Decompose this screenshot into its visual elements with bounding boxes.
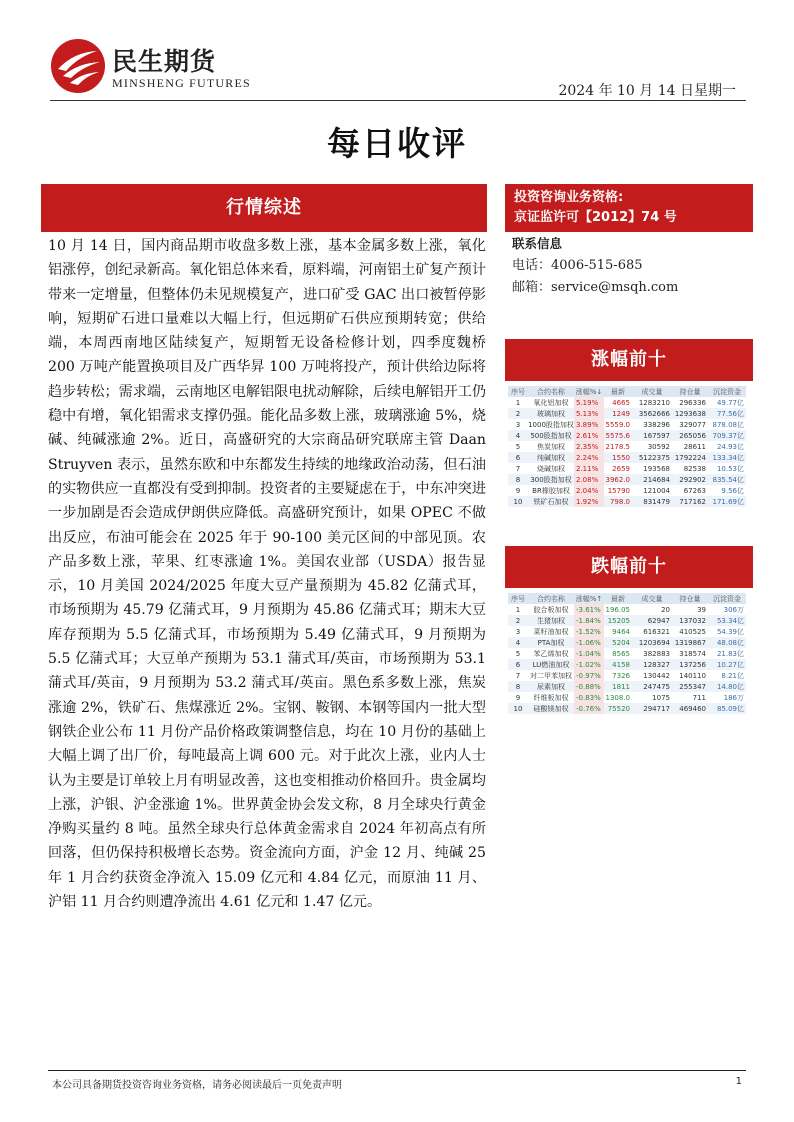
qualification-box — [505, 184, 753, 232]
cell-contract-name: 烧碱加权 — [537, 464, 565, 473]
cell-last-price: 1249 — [604, 408, 632, 419]
minsheng-logo-icon — [50, 38, 106, 94]
cell-change-pct: 5.19% — [574, 397, 604, 408]
top-gainers-table — [508, 386, 746, 507]
cell-volume: 1075 — [652, 693, 670, 702]
cell-volume: 247475 — [632, 681, 672, 692]
cell-contract-name: BR橡胶加权 — [532, 486, 570, 495]
cell-rank: 4 — [508, 430, 528, 441]
cell-volume: 193568 — [643, 464, 670, 473]
cell-volume: 130442 — [643, 671, 670, 680]
cell-settled-capital: 49.77亿 — [716, 398, 744, 407]
brand-name-en: MINSHENG FUTURES — [112, 76, 251, 90]
cell-rank: 1 — [515, 398, 521, 407]
cell-settled-capital: 306万 — [723, 605, 744, 614]
column-header-rank: 序号 — [508, 593, 528, 604]
cell-rank: 8 — [508, 474, 528, 485]
cell-change-pct: -3.61% — [574, 604, 604, 615]
cell-open-interest: 140110 — [679, 671, 706, 680]
cell-last-price: 4665 — [612, 398, 630, 407]
cell-settled-capital: 21.83亿 — [716, 649, 744, 658]
contact-email — [512, 277, 752, 299]
cell-contract-name: PTA加权 — [528, 637, 574, 648]
column-header-contract-name: 合约名称 — [528, 386, 574, 397]
column-header-settled-capital: 沉淀资金 — [708, 386, 746, 397]
cell-volume: 20 — [661, 605, 670, 614]
table-header-row — [508, 386, 746, 397]
cell-settled-capital: 14.80亿 — [708, 681, 746, 692]
cell-rank: 9 — [515, 693, 521, 702]
qualification-line-2: 京证监许可【2012】74 号 — [514, 210, 677, 225]
cell-last-price: 9464 — [612, 627, 630, 636]
cell-change-pct: 2.04% — [574, 485, 604, 496]
table-row — [508, 604, 746, 615]
table-row — [508, 452, 746, 463]
cell-last-price: 4158 — [604, 659, 632, 670]
phone-value: 4006-515-685 — [551, 258, 643, 273]
cell-last-price: 2178.5 — [605, 442, 630, 451]
cell-open-interest: 329077 — [679, 420, 706, 429]
table-row — [508, 397, 746, 408]
cell-contract-name: 菜籽油加权 — [533, 627, 569, 636]
cell-contract-name: 纯碱加权 — [528, 452, 574, 463]
cell-settled-capital: 8.21亿 — [721, 671, 744, 680]
brand-logo — [50, 38, 251, 94]
cell-volume: 3562666 — [632, 408, 672, 419]
cell-last-price: 196.05 — [605, 605, 630, 614]
cell-settled-capital: 53.34亿 — [708, 615, 746, 626]
footer-disclaimer: 本公司具备期货投资咨询业务资格，请务必阅读最后一页免责声明 — [52, 1080, 342, 1091]
column-header-settled-capital: 沉淀资金 — [708, 593, 746, 604]
cell-contract-name: 尿素加权 — [528, 681, 574, 692]
cell-last-price: 5204 — [604, 637, 632, 648]
cell-contract-name: 氧化铝加权 — [533, 398, 569, 407]
cell-contract-name: 胶合板加权 — [533, 605, 569, 614]
cell-change-pct: -0.83% — [574, 692, 604, 703]
contact-phone — [512, 255, 752, 277]
cell-settled-capital: 10.53亿 — [716, 464, 744, 473]
qualification-line-1: 投资咨询业务资格: — [514, 190, 624, 205]
cell-change-pct: 5.13% — [574, 408, 604, 419]
cell-volume: 1283210 — [638, 398, 670, 407]
cell-last-price: 3962.0 — [605, 475, 630, 484]
cell-rank: 2 — [508, 615, 528, 626]
top-losers-table — [508, 593, 746, 714]
cell-open-interest: 296336 — [679, 398, 706, 407]
table-row — [508, 681, 746, 692]
cell-rank: 5 — [515, 442, 521, 451]
cell-open-interest: 1319867 — [672, 637, 708, 648]
table-row — [508, 637, 746, 648]
cell-contract-name: 铁矿石加权 — [528, 496, 574, 507]
cell-last-price: 798.0 — [604, 496, 632, 507]
cell-rank: 3 — [515, 420, 521, 429]
cell-rank: 6 — [508, 659, 528, 670]
cell-open-interest: 318574 — [679, 649, 706, 658]
cell-change-pct: -0.97% — [574, 670, 604, 681]
cell-settled-capital: 9.56亿 — [721, 486, 744, 495]
column-header-volume: 成交量 — [632, 593, 672, 604]
cell-settled-capital: 24.93亿 — [716, 442, 744, 451]
table-row — [508, 408, 746, 419]
cell-contract-name: 1000股指加权 — [528, 420, 574, 429]
table-row — [508, 615, 746, 626]
column-header-rank: 序号 — [508, 386, 528, 397]
cell-open-interest: 1293638 — [672, 408, 708, 419]
cell-settled-capital: 133.34亿 — [708, 452, 746, 463]
cell-change-pct: 2.08% — [574, 474, 604, 485]
cell-open-interest: 717162 — [672, 496, 708, 507]
cell-settled-capital: 709.37亿 — [708, 430, 746, 441]
cell-change-pct: -0.76% — [574, 703, 604, 714]
column-header-last-price: 最新 — [604, 386, 632, 397]
cell-rank: 8 — [508, 681, 528, 692]
cell-open-interest: 137032 — [672, 615, 708, 626]
cell-contract-name: 300股指加权 — [528, 474, 574, 485]
cell-settled-capital: 835.54亿 — [708, 474, 746, 485]
column-header-volume: 成交量 — [632, 386, 672, 397]
brand-name-cn: 民生期货 — [112, 47, 217, 76]
report-date: 2024 年 10 月 14 日星期一 — [558, 83, 736, 99]
cell-open-interest: 469460 — [672, 703, 708, 714]
cell-last-price: 5575.6 — [605, 431, 630, 440]
page-title: 每日收评 — [327, 124, 467, 163]
footer-divider — [48, 1070, 746, 1071]
cell-volume: 214684 — [632, 474, 672, 485]
cell-volume: 831479 — [632, 496, 672, 507]
contact-info — [512, 233, 752, 299]
cell-rank: 3 — [515, 627, 521, 636]
table-row — [508, 626, 746, 637]
cell-contract-name: 焦炭加权 — [537, 442, 565, 451]
email-value[interactable]: service@msqh.com — [551, 280, 679, 295]
cell-last-price: 2659 — [612, 464, 630, 473]
cell-contract-name: 纤维板加权 — [533, 693, 569, 702]
cell-volume: 5122375 — [632, 452, 672, 463]
cell-settled-capital: 77.56亿 — [708, 408, 746, 419]
table-header-row — [508, 593, 746, 604]
cell-last-price: 5559.0 — [605, 420, 630, 429]
table-row — [508, 496, 746, 507]
cell-change-pct: 2.24% — [574, 452, 604, 463]
column-header-last-price: 最新 — [604, 593, 632, 604]
cell-settled-capital: 878.08亿 — [712, 420, 744, 429]
cell-change-pct: -1.04% — [574, 648, 604, 659]
cell-volume: 382883 — [643, 649, 670, 658]
phone-label: 电话： — [512, 258, 552, 273]
table-row — [508, 441, 746, 452]
cell-rank: 6 — [508, 452, 528, 463]
cell-last-price: 75520 — [604, 703, 632, 714]
table-row — [508, 485, 746, 496]
cell-last-price: 1308.0 — [605, 693, 630, 702]
cell-change-pct: 2.35% — [574, 441, 604, 452]
top-losers-heading: 跌幅前十 — [505, 546, 753, 588]
table-row — [508, 659, 746, 670]
cell-change-pct: 2.11% — [574, 463, 604, 474]
cell-volume: 128327 — [632, 659, 672, 670]
cell-open-interest: 28611 — [683, 442, 706, 451]
cell-rank: 10 — [508, 703, 528, 714]
column-header-change-pct: 涨幅%↑ — [575, 594, 603, 603]
column-header-open-interest: 持仓量 — [672, 386, 708, 397]
cell-contract-name: 500股指加权 — [528, 430, 574, 441]
cell-last-price: 15205 — [604, 615, 632, 626]
cell-settled-capital: 10.27亿 — [708, 659, 746, 670]
cell-rank: 10 — [508, 496, 528, 507]
cell-rank: 2 — [508, 408, 528, 419]
cell-change-pct: -1.52% — [574, 626, 604, 637]
cell-rank: 7 — [515, 671, 521, 680]
page-number: 1 — [735, 1076, 742, 1087]
table-row — [508, 703, 746, 714]
table-row — [508, 670, 746, 681]
column-header-contract-name: 合约名称 — [528, 593, 574, 604]
cell-volume: 294717 — [632, 703, 672, 714]
top-gainers-heading: 涨幅前十 — [505, 339, 753, 381]
cell-volume: 121004 — [643, 486, 670, 495]
table-row — [508, 430, 746, 441]
cell-settled-capital: 54.39亿 — [716, 627, 744, 636]
cell-contract-name: LU燃油加权 — [528, 659, 574, 670]
email-label: 邮箱： — [512, 280, 552, 295]
cell-rank: 4 — [508, 637, 528, 648]
cell-open-interest: 265056 — [672, 430, 708, 441]
table-row — [508, 474, 746, 485]
cell-settled-capital: 171.69亿 — [708, 496, 746, 507]
cell-open-interest: 292902 — [672, 474, 708, 485]
table-row — [508, 692, 746, 703]
cell-settled-capital: 186万 — [723, 693, 744, 702]
cell-open-interest: 82538 — [683, 464, 706, 473]
cell-contract-name: 玻璃加权 — [528, 408, 574, 419]
cell-open-interest: 255347 — [672, 681, 708, 692]
cell-change-pct: 3.89% — [574, 419, 604, 430]
cell-contract-name: 硅酸镁加权 — [528, 703, 574, 714]
cell-settled-capital: 48.08亿 — [708, 637, 746, 648]
cell-contract-name: 对二甲苯加权 — [530, 671, 572, 680]
table-row — [508, 648, 746, 659]
market-summary-text: 10 月 14 日，国内商品期市收盘多数上涨，基本金属多数上涨，氧化铝涨停，创纪录新高。氧化铝总体来看，原料端，河南铝土矿复产预计带来一定增量，但整体仍未见规模复产，进口矿受 GAC 出口被暂停影响，短期矿石进口量难以大幅上行，但远期矿石供应预期转宽；供给端，本周西南地区陆续复产，短期暂无设备检修计划，四季度魏桥 200 万吨产能置换项目及广西华昇 100 万吨将投产，预计供给边际将趋步转松；需求端，云南地区电解铝限电扰动解除，后续电解铝开工仍稳中有增，氧化铝需求支撑仍强。能化品多数上涨，玻璃涨逾 5%，烧碱、纯碱涨逾 2%。近日，高盛研究的大宗商品研究联席主管 Daan Struyven 表示，虽然东欧和中东都发生持续的地缘政治动荡，但石油的实物供应一直都没有受到抑制。投资者的主要疑虑在于，中东冲突进一步加剧是否会造成伊朗供应降低。高盛研究预计，如果 OPEC 不做出反应，布油可能会在 2025 年于 90-100 美元区间的中部见顶。农产品多数上涨，苹果、红枣涨逾 1%。美国农业部（USDA）报告显示，10 月美国 2024/2025 年度大豆产量预期为 45.82 亿蒲式耳，市场预期为 45.79 亿蒲式耳，9 月预期为 45.86 亿蒲式耳；期末大豆库存预期为 5.5 亿蒲式耳，市场预期为 5.49 亿蒲式耳，9 月预期为 5.5 亿蒲式耳；大豆单产预期为 53.1 蒲式耳/英亩，市场预期为 53.1 蒲式耳/英亩，9 月预期为 53.2 蒲式耳/英亩。黑色系多数上涨，焦炭涨逾 2%，铁矿石、焦煤涨近 2%。宝钢、鞍钢、本钢等国内一批大型钢铁企业公布 11 月份产品价格政策调整信息，均在 10 月份的基础上大幅上调了出厂价，每吨最高上调 600 元。对于此次上涨，业内人士认为主要是订单较上月有明显改善，这也变相推动价格回升。贵金属均上涨，沪银、沪金涨逾 1%。世界黄金协会发文称，8 月全球央行黄金净购买量约 8 吨。虽然全球央行总体黄金需求自 2024 年初高点有所回落，但仍保持积极增长态势。资金流向方面，沪金 12 月、纯碱 25 年 1 月合约获资金净流入 15.09 亿元和 4.84 亿元，而原油 11 月、沪铝 11 月合约则遭净流出 4.61 亿元和 1.47 亿元。 — [48, 238, 486, 911]
cell-open-interest: 39 — [697, 605, 706, 614]
table-row — [508, 463, 746, 474]
column-header-open-interest: 持仓量 — [672, 593, 708, 604]
cell-volume: 62947 — [632, 615, 672, 626]
cell-contract-name: 苯乙烯加权 — [533, 649, 569, 658]
cell-open-interest: 137256 — [672, 659, 708, 670]
cell-change-pct: -1.84% — [574, 615, 604, 626]
cell-volume: 338296 — [643, 420, 670, 429]
cell-rank: 9 — [515, 486, 521, 495]
cell-rank: 5 — [515, 649, 521, 658]
cell-open-interest: 67263 — [683, 486, 706, 495]
cell-volume: 1203694 — [632, 637, 672, 648]
cell-last-price: 7326 — [612, 671, 630, 680]
table-row — [508, 419, 746, 430]
cell-settled-capital: 85.09亿 — [708, 703, 746, 714]
cell-open-interest: 711 — [692, 693, 706, 702]
contact-title: 联系信息 — [512, 236, 563, 251]
cell-volume: 167597 — [632, 430, 672, 441]
cell-open-interest: 1792224 — [672, 452, 708, 463]
column-header-change-pct: 涨幅%↓ — [575, 387, 603, 396]
cell-last-price: 1550 — [604, 452, 632, 463]
cell-change-pct: 1.92% — [574, 496, 604, 507]
cell-change-pct: -1.02% — [574, 659, 604, 670]
cell-change-pct: 2.61% — [574, 430, 604, 441]
cell-contract-name: 生猪加权 — [528, 615, 574, 626]
cell-volume: 30592 — [647, 442, 670, 451]
cell-rank: 7 — [515, 464, 521, 473]
cell-change-pct: -0.88% — [574, 681, 604, 692]
cell-open-interest: 410525 — [679, 627, 706, 636]
cell-last-price: 1811 — [604, 681, 632, 692]
cell-change-pct: -1.06% — [574, 637, 604, 648]
cell-rank: 1 — [515, 605, 521, 614]
market-summary-heading: 行情综述 — [41, 184, 487, 232]
cell-last-price: 8565 — [612, 649, 630, 658]
cell-volume: 616321 — [643, 627, 670, 636]
header-divider — [50, 100, 746, 101]
cell-last-price: 15790 — [607, 486, 630, 495]
